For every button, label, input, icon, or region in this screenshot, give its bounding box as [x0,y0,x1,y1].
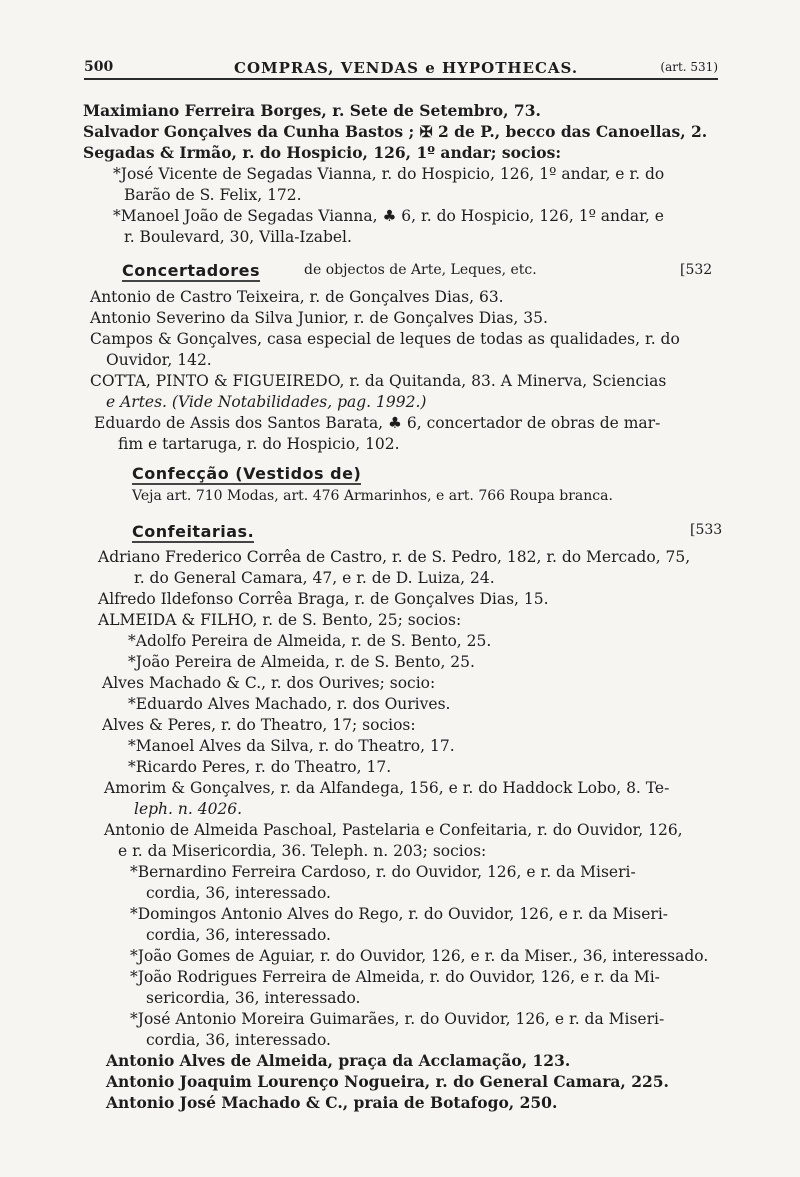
entry-line: sericordia, 36, interessado. [146,989,361,1007]
article-ref: (art. 531) [660,60,718,74]
entry-line: *João Pereira de Almeida, r. de S. Bento, 25. [128,653,475,671]
entry-line: r. do General Camara, 47, e r. de D. Luiza, 24. [134,569,495,587]
entry-line: Maximiano Ferreira Borges, r. Sete de Setembro, 73. [83,101,541,120]
entry-line: *José Antonio Moreira Guimarães, r. do Ouvidor, 126, e r. da Miseri- [130,1010,665,1028]
section-heading-concertadores: Concertadores [122,261,261,280]
entry-line: COTTA, PINTO & FIGUEIREDO, r. da Quitanda, 83. A Minerva, Sciencias [90,372,667,390]
entry-line: r. Boulevard, 30, Villa-Izabel. [124,228,352,246]
entry-line: Antonio Severino da Silva Junior, r. de Gonçalves Dias, 35. [90,309,548,327]
entry-line: Segadas & Irmão, r. do Hospicio, 126, 1º andar; socios: [83,143,562,162]
entry-line: Antonio Joaquim Lourenço Nogueira, r. do General Camara, 225. [106,1072,669,1091]
entry-line: leph. n. 4026. [134,800,243,818]
entry-line: *José Vicente de Segadas Vianna, r. do Hospicio, 126, 1º andar, e r. do [113,165,665,183]
section-ref: [532 [680,262,713,278]
entry-line: Antonio José Machado & C., praia de Botafogo, 250. [106,1093,558,1112]
entry-line: *Adolfo Pereira de Almeida, r. de S. Bento, 25. [128,632,492,650]
entry-line: *Domingos Antonio Alves do Rego, r. do Ouvidor, 126, e r. da Miseri- [130,905,669,923]
entry-line: *Eduardo Alves Machado, r. dos Ourives. [128,695,451,713]
entry-line: *João Rodrigues Ferreira de Almeida, r. do Ouvidor, 126, e r. da Mi- [130,968,660,986]
section-heading-confeitarias: Confeitarias. [132,522,255,541]
entry-line: *Manoel Alves da Silva, r. do Theatro, 17. [128,737,455,755]
entry-line: e r. da Misericordia, 36. Teleph. n. 203; socios: [118,842,487,860]
page-title: COMPRAS, VENDAS e HYPOTHECAS. [234,59,579,77]
section-note: Veja art. 710 Modas, art. 476 Armarinhos, e art. 766 Roupa branca. [132,488,613,504]
entry-line: Alfredo Ildefonso Corrêa Braga, r. de Gonçalves Dias, 15. [98,590,549,608]
page-header [84,56,718,80]
page-number: 500 [84,59,114,75]
section-heading-confeccao: Confecção (Vestidos de) [132,464,362,483]
entry-line: *Ricardo Peres, r. do Theatro, 17. [128,758,392,776]
entry-line: Antonio de Castro Teixeira, r. de Gonçalves Dias, 63. [90,288,504,306]
entry-line: Alves & Peres, r. do Theatro, 17; socios: [102,716,416,734]
section-subtitle: de objectos de Arte, Leques, etc. [304,262,537,278]
entry-line: Campos & Gonçalves, casa especial de leques de todas as qualidades, r. do [90,330,680,348]
entry-line: ALMEIDA & FILHO, r. de S. Bento, 25; socios: [98,611,462,629]
entry-line: Antonio Alves de Almeida, praça da Acclamação, 123. [106,1051,571,1070]
entry-line: *Bernardino Ferreira Cardoso, r. do Ouvidor, 126, e r. da Miseri- [130,863,636,881]
entry-line: Adriano Frederico Corrêa de Castro, r. de S. Pedro, 182, r. do Mercado, 75, [98,548,691,566]
entry-line: Amorim & Gonçalves, r. da Alfandega, 156, e r. do Haddock Lobo, 8. Te- [104,779,670,797]
entry-line: cordia, 36, interessado. [146,884,331,902]
entry-line: Eduardo de Assis dos Santos Barata, ♣ 6, concertador de obras de mar- [94,414,661,432]
entry-line: Alves Machado & C., r. dos Ourives; socio: [102,674,436,692]
entry-line: *João Gomes de Aguiar, r. do Ouvidor, 126, e r. da Miser., 36, interessado. [130,947,709,965]
entry-line: Antonio de Almeida Paschoal, Pastelaria e Confeitaria, r. do Ouvidor, 126, [104,821,683,839]
section-ref: [533 [690,522,723,538]
entry-line: Ouvidor, 142. [106,351,212,369]
entry-line: Salvador Gonçalves da Cunha Bastos ; ✠ 2 de P., becco das Canoellas, 2. [83,122,708,141]
entry-line: cordia, 36, interessado. [146,926,331,944]
entry-line: *Manoel João de Segadas Vianna, ♣ 6, r. do Hospicio, 126, 1º andar, e [113,207,664,225]
entry-line: e Artes. (Vide Notabilidades, pag. 1992.) [106,393,427,411]
entry-line: Barão de S. Felix, 172. [124,186,302,204]
entry-line: cordia, 36, interessado. [146,1031,331,1049]
entry-line: fim e tartaruga, r. do Hospicio, 102. [118,435,400,453]
